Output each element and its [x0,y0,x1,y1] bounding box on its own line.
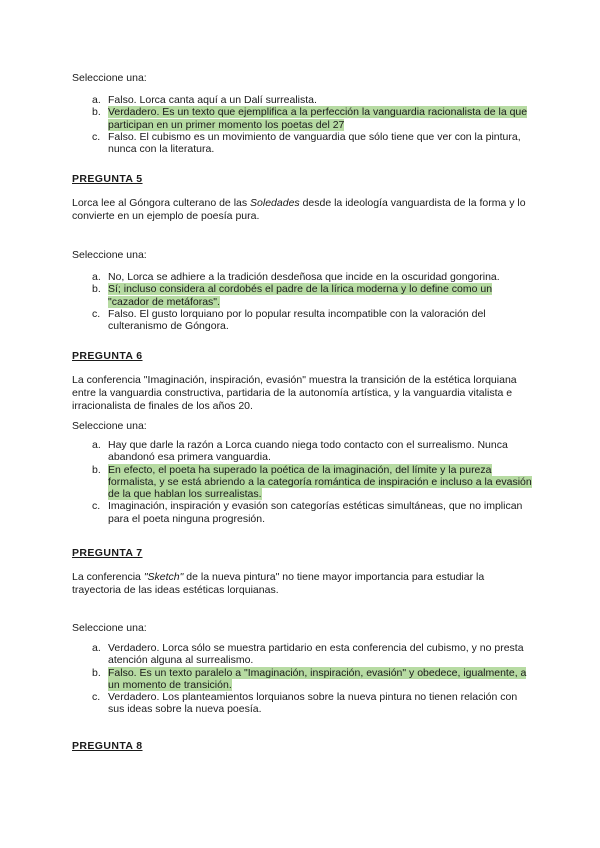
option-text-highlighted: Falso. Es un texto paralelo a "Imaginación, inspiración, evasión" y obedece, igualmente, a un momento de transición. [108,666,527,691]
option-text: Falso. Lorca canta aquí a un Dalí surrealista. [108,94,317,106]
question-6 [72,350,532,525]
question-8 [72,740,532,752]
option-letter: b. [92,106,101,119]
prelude-block [72,72,532,155]
option-letter: a. [92,271,101,283]
answer-option-b[interactable] [72,106,532,131]
answer-option-b[interactable] [72,283,532,308]
option-letter: c. [92,500,101,513]
option-text: No, Lorca se adhiere a la tradición desdeñosa que incide en la oscuridad gongorina. [108,271,500,283]
option-letter: c. [92,130,101,143]
option-list [72,94,532,155]
select-prompt: Seleccione una: [72,249,147,261]
option-letter: c. [92,691,101,704]
answer-option-b[interactable] [72,667,532,692]
answer-option-a[interactable] [72,642,532,667]
option-letter: b. [92,666,101,679]
option-letter: c. [92,307,101,320]
option-text: Falso. El cubismo es un movimiento de vanguardia que sólo tiene que ver con la pintura, nunca con la literatura. [108,130,521,156]
option-list [72,642,532,716]
option-text: Verdadero. Lorca sólo se muestra partidario en esta conferencia del cubismo, y no presta atención alguna al surrealismo. [108,642,524,667]
answer-option-c[interactable] [72,131,532,156]
option-letter: a. [92,94,101,106]
question-7 [72,547,532,716]
option-text-highlighted: En efecto, el poeta ha superado la poética de la imaginación, del límite y la pureza formalista, y se está abriendo a la categoría romántica de inspiración e incluso a la evasión de la que hablan los surrealistas. [108,463,532,501]
option-list [72,271,532,332]
answer-option-c[interactable] [72,691,532,716]
question-5 [72,173,532,332]
option-letter: b. [92,283,101,296]
answer-option-a[interactable] [72,271,532,283]
answer-option-c[interactable] [72,500,532,525]
option-text: Falso. El gusto lorquiano por lo popular resulta incompatible con la valoración del culteranismo de Góngora. [108,307,486,333]
question-title: PREGUNTA 8 [72,740,143,752]
option-letter: b. [92,463,101,476]
answer-option-b[interactable] [72,464,532,501]
question-title: PREGUNTA 5 [72,173,143,185]
answer-option-c[interactable] [72,308,532,333]
option-text: Hay que darle la razón a Lorca cuando niega todo contacto con el surrealismo. Nunca abandonó esa primera vanguardia. [108,439,508,464]
option-letter: a. [92,439,101,451]
question-title: PREGUNTA 7 [72,547,143,559]
question-stem: La conferencia "Sketch" de la nueva pintura" no tiene mayor importancia para estudiar la trayectoria de las ideas estéticas lorquianas. [72,571,485,596]
option-text-highlighted: Sí; incluso considera al cordobés el padre de la lírica moderna y lo define como un "cazador de metáforas". [108,283,493,308]
question-title: PREGUNTA 6 [72,350,143,362]
option-text-highlighted: Verdadero. Es un texto que ejemplifica a la perfección la vanguardia racionalista de la que participan en un primer momento los poetas del 27 [108,106,528,131]
question-stem: Lorca lee al Góngora culterano de las Soledades desde la ideología vanguardista de la forma y lo convierte en un ejemplo de poesía pura. [72,197,526,222]
option-list [72,439,532,525]
answer-option-a[interactable] [72,94,532,106]
option-text: Imaginación, inspiración y evasión son categorías estéticas simultáneas, que no implican para el poeta ninguna progresión. [108,500,523,525]
question-stem: La conferencia "Imaginación, inspiración, evasión" muestra la transición de la estética lorquiana entre la vanguardia constructiva, partidaria de la autonomía artística, y la vanguardia vitalista e irracionalista de finales de los años 20. [72,374,517,412]
option-text: Verdadero. Los planteamientos lorquianos sobre la nueva pintura no tienen relación con sus ideas sobre la nueva poesía. [108,691,518,716]
answer-option-a[interactable] [72,439,532,464]
option-letter: a. [92,642,101,654]
select-prompt: Seleccione una: [72,72,147,84]
select-prompt: Seleccione una: [72,622,147,634]
select-prompt: Seleccione una: [72,420,147,432]
